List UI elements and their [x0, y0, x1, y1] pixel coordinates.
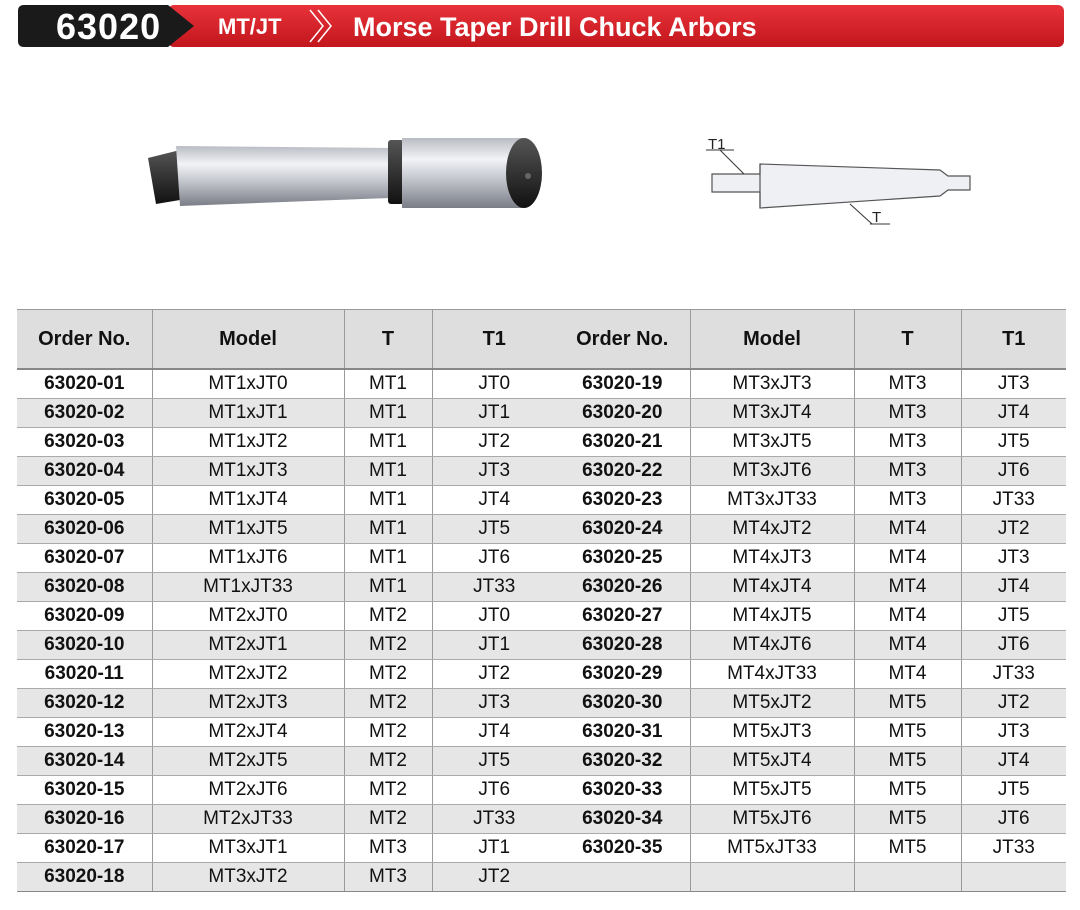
- cell-t1: JT1: [432, 834, 556, 863]
- table-row: [555, 486, 1066, 515]
- cell-t1: JT2: [432, 863, 556, 892]
- table-row: [17, 602, 556, 631]
- cell-t1: JT33: [961, 486, 1066, 515]
- cell-order-no: 63020-26: [555, 573, 690, 602]
- cell-order-no: 63020-21: [555, 428, 690, 457]
- cell-order-no: 63020-05: [17, 486, 152, 515]
- cell-model: MT5xJT5: [690, 776, 854, 805]
- cell-order-no: 63020-18: [17, 863, 152, 892]
- cell-model: MT3xJT1: [152, 834, 344, 863]
- cell-order-no: 63020-32: [555, 747, 690, 776]
- cell-model: MT3xJT33: [690, 486, 854, 515]
- drawing-lines: [700, 138, 990, 238]
- table-row: [555, 718, 1066, 747]
- cell-model: MT1xJT5: [152, 515, 344, 544]
- cell-t1: JT4: [961, 747, 1066, 776]
- table-row: [17, 805, 556, 834]
- cell-order-no: 63020-06: [17, 515, 152, 544]
- cell-t: MT2: [344, 776, 432, 805]
- cell-order-no: 63020-15: [17, 776, 152, 805]
- cell-t: MT2: [344, 660, 432, 689]
- table-row: [17, 457, 556, 486]
- spec-table-right: [555, 309, 1066, 892]
- cell-model: MT4xJT4: [690, 573, 854, 602]
- cell-t: MT5: [854, 834, 961, 863]
- table-row: [17, 689, 556, 718]
- cell-t: MT1: [344, 369, 432, 399]
- cell-model: MT3xJT3: [690, 369, 854, 399]
- cell-model: MT2xJT0: [152, 602, 344, 631]
- cell-t1: JT2: [432, 660, 556, 689]
- cell-model: MT5xJT3: [690, 718, 854, 747]
- cell-order-no: 63020-14: [17, 747, 152, 776]
- product-subtitle: MT/JT: [218, 14, 282, 39]
- header-banner: [18, 4, 1066, 48]
- cell-t1: JT5: [961, 776, 1066, 805]
- table-row: [17, 718, 556, 747]
- table-row: [555, 776, 1066, 805]
- cell-order-no: 63020-17: [17, 834, 152, 863]
- table-row: [555, 631, 1066, 660]
- cell-t1: JT5: [432, 515, 556, 544]
- cell-model: MT1xJT4: [152, 486, 344, 515]
- cell-t1: JT5: [961, 428, 1066, 457]
- cell-order-no: 63020-19: [555, 369, 690, 399]
- cell-model: MT5xJT4: [690, 747, 854, 776]
- cell-t1: JT5: [432, 747, 556, 776]
- table-row: [17, 863, 556, 892]
- cell-t1: JT3: [432, 457, 556, 486]
- table-row: [555, 863, 1066, 892]
- cell-model: MT2xJT2: [152, 660, 344, 689]
- cell-t1: JT3: [432, 689, 556, 718]
- cell-t1: JT6: [961, 457, 1066, 486]
- label-t: T: [872, 209, 882, 226]
- cell-t: MT5: [854, 805, 961, 834]
- cell-t1: JT3: [961, 544, 1066, 573]
- col-model: Model: [152, 310, 344, 370]
- cell-t1: JT4: [432, 486, 556, 515]
- product-code: 63020: [56, 6, 162, 47]
- cell-model: MT2xJT3: [152, 689, 344, 718]
- col-order-no: Order No.: [17, 310, 152, 370]
- table-row: [555, 689, 1066, 718]
- cell-t: MT1: [344, 428, 432, 457]
- table-row: [17, 834, 556, 863]
- table-row: [17, 776, 556, 805]
- cell-model: MT1xJT0: [152, 369, 344, 399]
- cell-model: MT1xJT33: [152, 573, 344, 602]
- header-row: [17, 310, 556, 370]
- cell-t: MT3: [344, 834, 432, 863]
- table-row: [17, 747, 556, 776]
- cell-model: MT2xJT33: [152, 805, 344, 834]
- table-row: [555, 805, 1066, 834]
- cell-order-no: 63020-07: [17, 544, 152, 573]
- cell-t: MT3: [854, 369, 961, 399]
- cell-t1: JT33: [961, 660, 1066, 689]
- cell-t: MT4: [854, 602, 961, 631]
- col-t: T: [854, 310, 961, 370]
- cell-t1: JT6: [961, 805, 1066, 834]
- cell-model: MT5xJT2: [690, 689, 854, 718]
- cell-model: MT5xJT33: [690, 834, 854, 863]
- cell-model: MT1xJT2: [152, 428, 344, 457]
- cell-t1: JT33: [961, 834, 1066, 863]
- cell-t1: JT5: [961, 602, 1066, 631]
- cell-t: MT1: [344, 457, 432, 486]
- cell-t: MT2: [344, 805, 432, 834]
- cell-t: MT2: [344, 689, 432, 718]
- cell-order-no: 63020-28: [555, 631, 690, 660]
- table-row: [555, 747, 1066, 776]
- cell-model: MT3xJT5: [690, 428, 854, 457]
- col-model: Model: [690, 310, 854, 370]
- table-row: [17, 428, 556, 457]
- cell-order-no: 63020-11: [17, 660, 152, 689]
- cell-t1: JT0: [432, 602, 556, 631]
- cell-t: MT3: [854, 428, 961, 457]
- cell-order-no: 63020-23: [555, 486, 690, 515]
- cell-order-no: 63020-31: [555, 718, 690, 747]
- cell-model: MT3xJT6: [690, 457, 854, 486]
- cell-model: MT1xJT3: [152, 457, 344, 486]
- cell-order-no: 63020-08: [17, 573, 152, 602]
- cell-model: MT2xJT5: [152, 747, 344, 776]
- arbor-drawing: [700, 138, 990, 238]
- cell-t: MT4: [854, 660, 961, 689]
- cell-model: MT2xJT1: [152, 631, 344, 660]
- cell-model: MT2xJT4: [152, 718, 344, 747]
- cell-model: MT4xJT6: [690, 631, 854, 660]
- table-row: [555, 602, 1066, 631]
- cell-t1: JT4: [961, 573, 1066, 602]
- table-row: [17, 573, 556, 602]
- cell-t1: [961, 863, 1066, 892]
- cell-t: MT5: [854, 776, 961, 805]
- spec-table-left: [17, 309, 556, 892]
- cell-t1: JT2: [961, 689, 1066, 718]
- product-title: Morse Taper Drill Chuck Arbors: [353, 12, 757, 42]
- cell-order-no: 63020-33: [555, 776, 690, 805]
- cell-model: MT3xJT2: [152, 863, 344, 892]
- cell-t1: JT2: [432, 428, 556, 457]
- cell-model: MT1xJT1: [152, 399, 344, 428]
- cell-t: MT5: [854, 747, 961, 776]
- cell-t: MT1: [344, 544, 432, 573]
- col-t: T: [344, 310, 432, 370]
- cell-t: MT5: [854, 718, 961, 747]
- cell-model: MT4xJT2: [690, 515, 854, 544]
- table-row: [555, 544, 1066, 573]
- table-row: [555, 428, 1066, 457]
- cell-t: MT4: [854, 573, 961, 602]
- cell-t1: JT6: [961, 631, 1066, 660]
- cell-t1: JT33: [432, 805, 556, 834]
- cell-t: MT3: [854, 486, 961, 515]
- cell-order-no: 63020-10: [17, 631, 152, 660]
- col-t1: T1: [432, 310, 556, 370]
- cell-t: MT5: [854, 689, 961, 718]
- cell-t1: JT3: [961, 369, 1066, 399]
- cell-t: MT3: [854, 399, 961, 428]
- cell-t: MT2: [344, 718, 432, 747]
- cell-order-no: 63020-09: [17, 602, 152, 631]
- cell-t: MT2: [344, 747, 432, 776]
- cell-model: MT4xJT5: [690, 602, 854, 631]
- table-row: [17, 486, 556, 515]
- cell-t: MT4: [854, 515, 961, 544]
- col-t1: T1: [961, 310, 1066, 370]
- cell-order-no: 63020-13: [17, 718, 152, 747]
- cell-order-no: 63020-35: [555, 834, 690, 863]
- header-row: [555, 310, 1066, 370]
- cell-order-no: 63020-12: [17, 689, 152, 718]
- cell-t1: JT1: [432, 631, 556, 660]
- cell-t: MT3: [344, 863, 432, 892]
- cell-model: MT3xJT4: [690, 399, 854, 428]
- cell-t: MT4: [854, 544, 961, 573]
- cell-order-no: 63020-30: [555, 689, 690, 718]
- cell-order-no: 63020-16: [17, 805, 152, 834]
- cell-t: MT1: [344, 573, 432, 602]
- cell-order-no: 63020-27: [555, 602, 690, 631]
- cell-order-no: 63020-22: [555, 457, 690, 486]
- cell-t: MT2: [344, 631, 432, 660]
- table-row: [17, 515, 556, 544]
- table-row: [555, 399, 1066, 428]
- cell-t1: JT3: [961, 718, 1066, 747]
- cell-t: MT1: [344, 515, 432, 544]
- cell-t: MT4: [854, 631, 961, 660]
- label-t1: T1: [708, 138, 726, 153]
- cell-t: MT3: [854, 457, 961, 486]
- cell-order-no: 63020-29: [555, 660, 690, 689]
- cell-order-no: 63020-02: [17, 399, 152, 428]
- cell-model: MT2xJT6: [152, 776, 344, 805]
- cell-model: MT4xJT3: [690, 544, 854, 573]
- cell-t1: JT0: [432, 369, 556, 399]
- cell-t1: JT2: [961, 515, 1066, 544]
- cell-model: MT4xJT33: [690, 660, 854, 689]
- table-row: [555, 660, 1066, 689]
- cell-t1: JT4: [961, 399, 1066, 428]
- cell-t1: JT33: [432, 573, 556, 602]
- table-row: [17, 369, 556, 399]
- cell-order-no: 63020-20: [555, 399, 690, 428]
- cell-order-no: [555, 863, 690, 892]
- cell-model: [690, 863, 854, 892]
- cell-t1: JT6: [432, 544, 556, 573]
- table-row: [555, 369, 1066, 399]
- cell-order-no: 63020-24: [555, 515, 690, 544]
- cell-order-no: 63020-25: [555, 544, 690, 573]
- cell-model: MT5xJT6: [690, 805, 854, 834]
- cell-t: MT2: [344, 602, 432, 631]
- cell-t: MT1: [344, 399, 432, 428]
- cell-t1: JT1: [432, 399, 556, 428]
- table-row: [17, 544, 556, 573]
- table-row: [17, 631, 556, 660]
- table-row: [555, 834, 1066, 863]
- cell-t1: JT6: [432, 776, 556, 805]
- table-row: [555, 457, 1066, 486]
- col-order-no: Order No.: [555, 310, 690, 370]
- arbor-photo: [140, 128, 560, 228]
- table-row: [555, 515, 1066, 544]
- table-row: [555, 573, 1066, 602]
- cell-t: [854, 863, 961, 892]
- table-row: [17, 399, 556, 428]
- cell-order-no: 63020-01: [17, 369, 152, 399]
- cell-order-no: 63020-03: [17, 428, 152, 457]
- cell-t1: JT4: [432, 718, 556, 747]
- table-row: [17, 660, 556, 689]
- cell-model: MT1xJT6: [152, 544, 344, 573]
- cell-t: MT1: [344, 486, 432, 515]
- cell-order-no: 63020-04: [17, 457, 152, 486]
- cell-order-no: 63020-34: [555, 805, 690, 834]
